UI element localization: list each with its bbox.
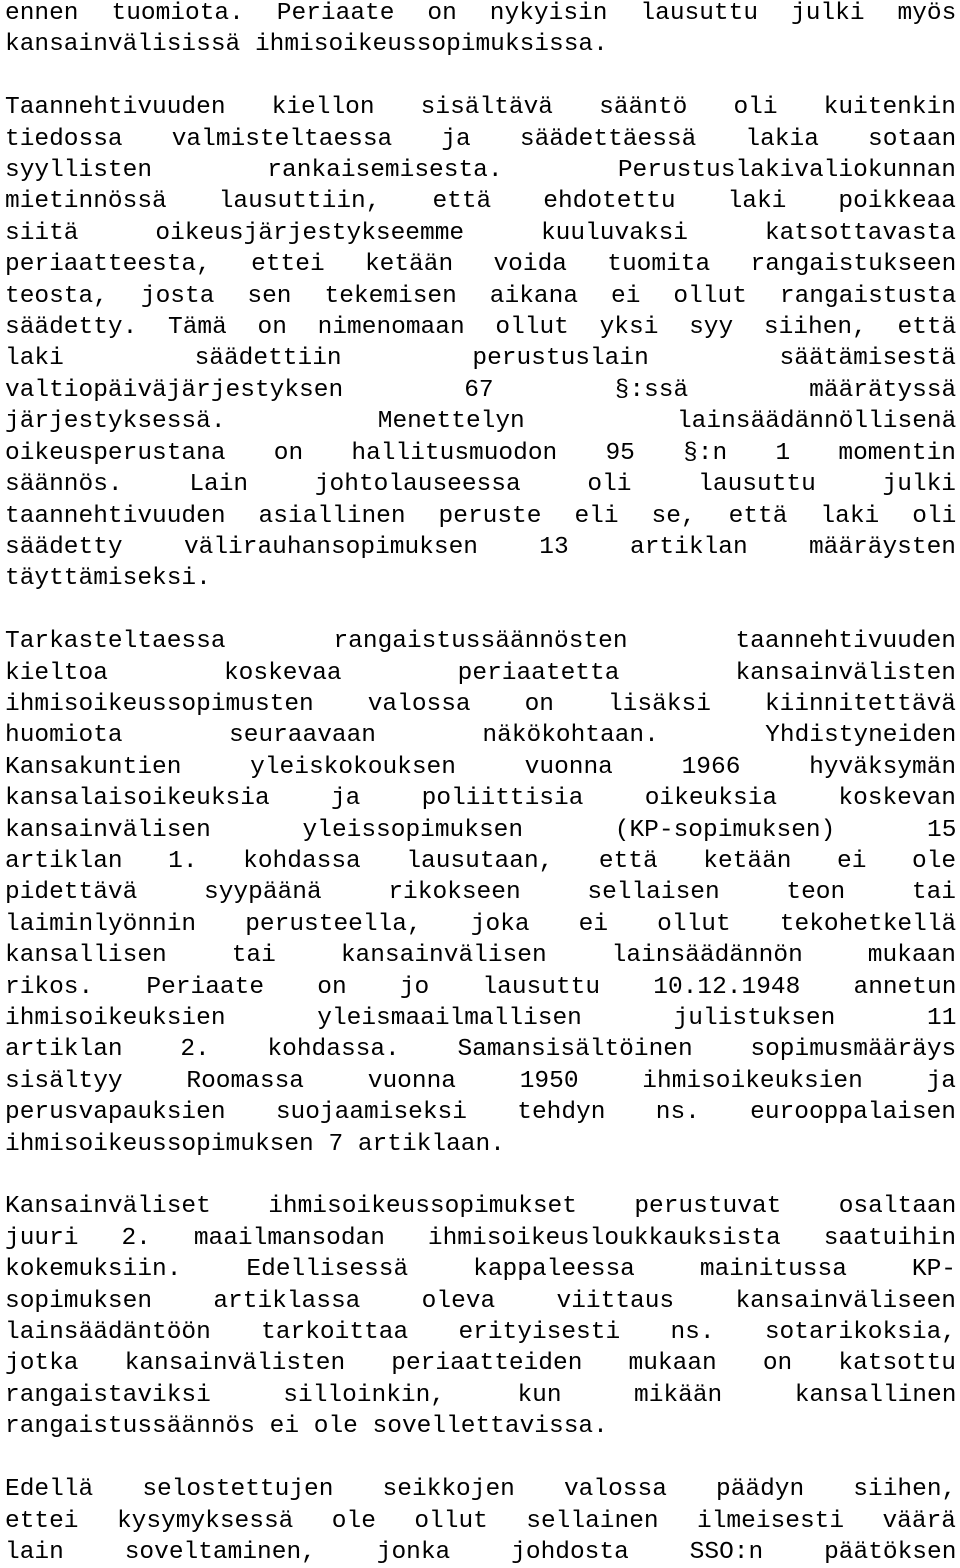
text-line: Edellä selostettujen seikkojen valossa päädyn siihen, bbox=[5, 1476, 956, 1504]
text-line: Taannehtivuuden kiellon sisältävä sääntö oli kuitenkin bbox=[5, 94, 956, 122]
text-line: valtiopäiväjärjestyksen 67 §:ssä määrätyssä bbox=[5, 376, 956, 404]
text-line: juuri 2. maailmansodan ihmisoikeusloukkauksista saatuihin bbox=[5, 1224, 956, 1252]
text-line: järjestyksessä. Menettelyn lainsäädännöllisenä bbox=[5, 408, 956, 436]
text-line: kansainvälisissä ihmisoikeussopimuksissa. bbox=[5, 31, 608, 59]
text-line: kokemuksiin. Edellisessä kappaleessa mainitussa KP- bbox=[5, 1256, 956, 1284]
text-line: jotka kansainvälisten periaatteiden mukaan on katsottu bbox=[5, 1350, 956, 1378]
text-line: säädetty välirauhansopimuksen 13 artiklan määräysten bbox=[5, 533, 956, 561]
paragraph bbox=[5, 0, 956, 61]
text-line: huomiota seuraavaan näkökohtaan. Yhdistyneiden bbox=[5, 722, 956, 750]
paragraph-gap bbox=[5, 61, 956, 92]
text-line: siitä oikeusjärjestykseemme kuuluvaksi katsottavasta bbox=[5, 219, 956, 247]
paragraph-gap bbox=[5, 1443, 956, 1474]
text-line: perusvapauksien suojaamiseksi tehdyn ns. eurooppalaisen bbox=[5, 1099, 956, 1127]
paragraph-gap bbox=[5, 1160, 956, 1191]
text-line: laiminlyönnin perusteella, joka ei ollut tekohetkellä bbox=[5, 910, 956, 938]
text-line: syyllisten rankaisemisesta. Perustuslakivaliokunnan bbox=[5, 157, 956, 185]
text-line: lain soveltaminen, jonka johdosta SSO:n päätöksen bbox=[5, 1538, 956, 1566]
text-line: tiedossa valmisteltaessa ja säädettäessä lakia sotaan bbox=[5, 125, 956, 153]
text-line: rangaistaviksi silloinkin, kun mikään kansallinen bbox=[5, 1381, 956, 1409]
text-line: artiklan 2. kohdassa. Samansisältöinen sopimusmääräys bbox=[5, 1036, 956, 1064]
paragraph bbox=[5, 1474, 956, 1568]
text-line: periaatteesta, ettei ketään voida tuomita rangaistukseen bbox=[5, 251, 956, 279]
text-line: säädetty. Tämä on nimenomaan ollut yksi syy siihen, että bbox=[5, 314, 956, 342]
text-line: kansallisen tai kansainvälisen lainsäädännön mukaan bbox=[5, 942, 956, 970]
text-line: sisältyy Roomassa vuonna 1950 ihmisoikeuksien ja bbox=[5, 1067, 956, 1095]
paragraph bbox=[5, 1191, 956, 1442]
text-line: rangaistussäännös ei ole sovellettavissa. bbox=[5, 1413, 608, 1441]
text-line: ettei kysymyksessä ole ollut sellainen ilmeisesti väärä bbox=[5, 1507, 956, 1535]
paragraph bbox=[5, 92, 956, 595]
text-line: ihmisoikeussopimusten valossa on lisäksi kiinnitettävä bbox=[5, 690, 956, 718]
text-line: ihmisoikeussopimuksen 7 artiklaan. bbox=[5, 1130, 505, 1158]
text-line: kieltoa koskevaa periaatetta kansainvälisten bbox=[5, 659, 956, 687]
text-line: täyttämiseksi. bbox=[5, 565, 211, 593]
text-line: Kansakuntien yleiskokouksen vuonna 1966 hyväksymän bbox=[5, 753, 956, 781]
text-line: kansalaisoikeuksia ja poliittisia oikeuksia koskevan bbox=[5, 785, 956, 813]
text-line: laki säädettiin perustuslain säätämisestä bbox=[5, 345, 956, 373]
text-line: rikos. Periaate on jo lausuttu 10.12.1948 annetun bbox=[5, 973, 956, 1001]
text-line: Tarkasteltaessa rangaistussäännösten taannehtivuuden bbox=[5, 628, 956, 656]
text-line: säännös. Lain johtolauseessa oli lausuttu julki bbox=[5, 471, 956, 499]
text-line: ennen tuomiota. Periaate on nykyisin lausuttu julki myös bbox=[5, 0, 956, 27]
text-line: teosta, josta sen tekemisen aikana ei ollut rangaistusta bbox=[5, 282, 956, 310]
text-line: kansainvälisen yleissopimuksen (KP-sopimuksen) 15 bbox=[5, 816, 956, 844]
text-line: sopimuksen artiklassa oleva viittaus kansainväliseen bbox=[5, 1287, 956, 1315]
text-line: ihmisoikeuksien yleismaailmallisen julistuksen 11 bbox=[5, 1005, 956, 1032]
text-line: pidettävä syypäänä rikokseen sellaisen teon tai bbox=[5, 879, 956, 907]
text-line: oikeusperustana on hallitusmuodon 95 §:n 1 momentin bbox=[5, 439, 956, 467]
text-line: lainsäädäntöön tarkoittaa erityisesti ns. sotarikoksia, bbox=[5, 1319, 956, 1347]
text-line: mietinnössä lausuttiin, että ehdotettu laki poikkeaa bbox=[5, 188, 956, 216]
text-line: artiklan 1. kohdassa lausutaan, että ketään ei ole bbox=[5, 847, 956, 875]
text-line: taannehtivuuden asiallinen peruste eli se, että laki oli bbox=[5, 502, 956, 530]
paragraph bbox=[5, 626, 956, 1160]
text-line: Kansainväliset ihmisoikeussopimukset perustuvat osaltaan bbox=[5, 1193, 956, 1221]
paragraph-gap bbox=[5, 595, 956, 626]
